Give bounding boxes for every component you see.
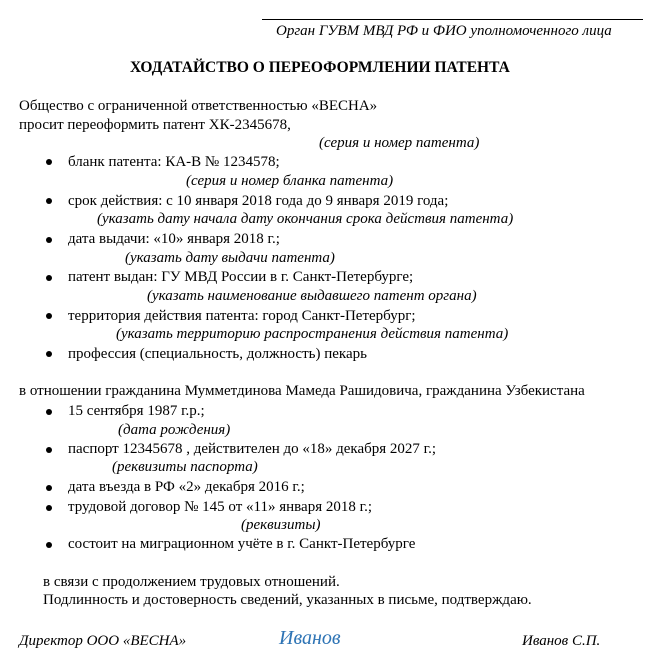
list-item-passport: паспорт 12345678 , действителен до «18» декабря 2027 г.;: [68, 441, 437, 457]
bullet: [46, 409, 52, 415]
handwritten-signature: Иванов: [279, 627, 341, 649]
signer-name: Иванов С.П.: [522, 633, 601, 649]
list-item-hint: (реквизиты паспорта): [112, 459, 258, 475]
addressee-underline: [262, 19, 643, 20]
list-item-registration: состоит на миграционном учёте в г. Санкт-Петербурге: [68, 536, 416, 552]
bullet: [46, 313, 52, 319]
request-line: просит переоформить патент ХК-2345678,: [19, 117, 291, 133]
list-item-hint: (указать дату выдачи патента): [125, 250, 335, 266]
list-item-issue-date: дата выдачи: «10» января 2018 г.;: [68, 231, 280, 247]
signer-position: Директор ООО «ВЕСНА»: [19, 633, 187, 649]
bullet: [46, 351, 52, 357]
bullet: [46, 485, 52, 491]
list-item-entry-date: дата въезда в РФ «2» декабря 2016 г.;: [68, 479, 305, 495]
bullet: [46, 159, 52, 165]
bullet: [46, 275, 52, 281]
list-item-hint: (дата рождения): [118, 422, 231, 438]
bullet: [46, 198, 52, 204]
closing-line-2: Подлинность и достоверность сведений, указанных в письме, подтверждаю.: [43, 592, 532, 608]
list-item-hint: (серия и номер бланка патента): [186, 173, 394, 189]
request-hint: (серия и номер патента): [319, 135, 480, 151]
document-title: ХОДАТАЙСТВО О ПЕРЕОФОРМЛЕНИИ ПАТЕНТА: [130, 59, 510, 76]
closing-line-1: в связи с продолжением трудовых отношений.: [43, 574, 340, 590]
citizen-line: в отношении гражданина Мумметдинова Мамеда Рашидовича, гражданина Узбекистана: [19, 383, 585, 399]
addressee-caption: Орган ГУВМ МВД РФ и ФИО уполномоченного лица: [276, 23, 612, 39]
list-item-birthdate: 15 сентября 1987 г.р.;: [68, 403, 205, 419]
list-item-hint: (реквизиты): [241, 517, 321, 533]
list-item-territory: территория действия патента: город Санкт-Петербург;: [68, 308, 416, 324]
list-item-issuer: патент выдан: ГУ МВД России в г. Санкт-Петербурге;: [68, 269, 414, 285]
list-item-validity: срок действия: с 10 января 2018 года до 9 января 2019 года;: [68, 193, 449, 209]
bullet: [46, 447, 52, 453]
bullet: [46, 542, 52, 548]
bullet: [46, 505, 52, 511]
bullet: [46, 237, 52, 243]
company-line: Общество с ограниченной ответственностью «ВЕСНА»: [19, 98, 378, 114]
list-item-hint: (указать территорию распространения действия патента): [116, 326, 509, 342]
list-item-blank: бланк патента: КА-В № 1234578;: [68, 154, 280, 170]
list-item-hint: (указать наименование выдавшего патент органа): [147, 288, 477, 304]
list-item-profession: профессия (специальность, должность) пекарь: [68, 346, 367, 362]
list-item-contract: трудовой договор № 145 от «11» января 2018 г.;: [68, 499, 372, 515]
list-item-hint: (указать дату начала дату окончания срока действия патента): [97, 211, 514, 227]
